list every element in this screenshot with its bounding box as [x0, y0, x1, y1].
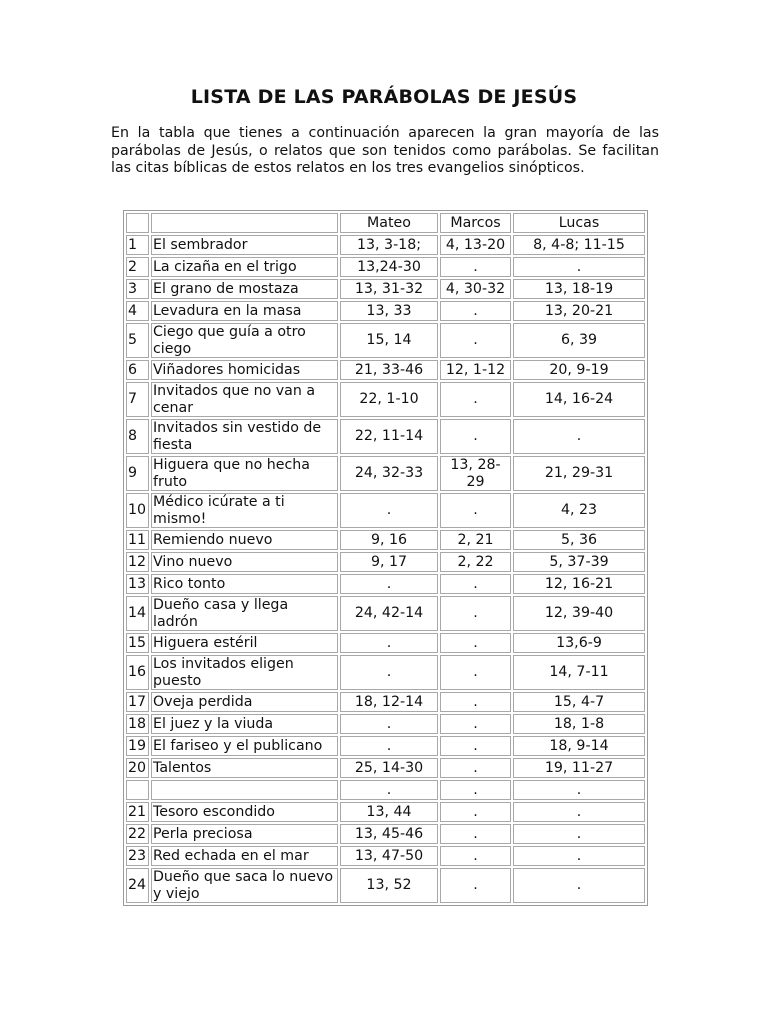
citation-lucas: 13, 18-19	[513, 279, 645, 299]
table-row	[126, 633, 645, 653]
table-row	[126, 714, 645, 734]
table-row	[126, 802, 645, 822]
row-number: 6	[126, 360, 149, 380]
parables-table	[123, 210, 648, 906]
row-number: 7	[126, 382, 149, 417]
citation-marcos: 12, 1-12	[440, 360, 511, 380]
row-number: 15	[126, 633, 149, 653]
citation-lucas: 5, 37-39	[513, 552, 645, 572]
citation-mateo: 13,24-30	[340, 257, 438, 277]
parable-name: Dueño casa y llega ladrón	[151, 596, 338, 631]
citation-lucas: 12, 39-40	[513, 596, 645, 631]
citation-marcos: .	[440, 780, 511, 800]
row-number: 16	[126, 655, 149, 690]
parable-name: Oveja perdida	[151, 692, 338, 712]
table-row	[126, 419, 645, 454]
intro-paragraph: En la tabla que tienes a continuación aparecen la gran mayoría de las parábolas de Jesús, o relatos que son tenidos como parábolas. Se facilitan las citas bíblicas de estos relatos en los tres evangelios sinópticos.	[111, 125, 659, 176]
citation-marcos: .	[440, 736, 511, 756]
citation-marcos: .	[440, 846, 511, 866]
table-row	[126, 360, 645, 380]
table-row	[126, 493, 645, 528]
row-number: 4	[126, 301, 149, 321]
header-parable	[151, 213, 338, 233]
row-number: 8	[126, 419, 149, 454]
table-row	[126, 552, 645, 572]
citation-lucas: 18, 1-8	[513, 714, 645, 734]
citation-mateo: 24, 32-33	[340, 456, 438, 491]
citation-lucas: .	[513, 802, 645, 822]
citation-marcos: .	[440, 802, 511, 822]
citation-lucas: 8, 4-8; 11-15	[513, 235, 645, 255]
parable-name: Remiendo nuevo	[151, 530, 338, 550]
citation-marcos: .	[440, 574, 511, 594]
parable-name: El fariseo y el publicano	[151, 736, 338, 756]
parable-name: Talentos	[151, 758, 338, 778]
table-row	[126, 257, 645, 277]
header-mateo: Mateo	[340, 213, 438, 233]
row-number: 21	[126, 802, 149, 822]
citation-mateo: 13, 52	[340, 868, 438, 903]
table-row	[126, 824, 645, 844]
row-number: 12	[126, 552, 149, 572]
parable-name	[151, 780, 338, 800]
citation-mateo: 21, 33-46	[340, 360, 438, 380]
parable-name: Perla preciosa	[151, 824, 338, 844]
citation-marcos: .	[440, 633, 511, 653]
parable-name: Tesoro escondido	[151, 802, 338, 822]
citation-marcos: 4, 30-32	[440, 279, 511, 299]
parable-name: Ciego que guía a otro ciego	[151, 323, 338, 358]
citation-mateo: 9, 16	[340, 530, 438, 550]
table-row	[126, 574, 645, 594]
row-number: 1	[126, 235, 149, 255]
citation-mateo: 13, 47-50	[340, 846, 438, 866]
citation-marcos: .	[440, 382, 511, 417]
citation-marcos: 4, 13-20	[440, 235, 511, 255]
citation-marcos: 2, 21	[440, 530, 511, 550]
citation-mateo: .	[340, 780, 438, 800]
citation-mateo: 15, 14	[340, 323, 438, 358]
citation-lucas: 6, 39	[513, 323, 645, 358]
row-number: 18	[126, 714, 149, 734]
parable-name: Invitados que no van a cenar	[151, 382, 338, 417]
row-number: 13	[126, 574, 149, 594]
table-row	[126, 692, 645, 712]
citation-marcos: .	[440, 596, 511, 631]
citation-lucas: .	[513, 257, 645, 277]
parable-name: La cizaña en el trigo	[151, 257, 338, 277]
table-row	[126, 736, 645, 756]
citation-mateo: 13, 3-18;	[340, 235, 438, 255]
row-number: 10	[126, 493, 149, 528]
citation-marcos: .	[440, 758, 511, 778]
citation-lucas: .	[513, 868, 645, 903]
table-row	[126, 596, 645, 631]
citation-lucas: 13,6-9	[513, 633, 645, 653]
citation-mateo: 13, 33	[340, 301, 438, 321]
parable-name: Higuera que no hecha fruto	[151, 456, 338, 491]
citation-lucas: 21, 29-31	[513, 456, 645, 491]
citation-lucas: .	[513, 846, 645, 866]
row-number: 14	[126, 596, 149, 631]
citation-lucas: 15, 4-7	[513, 692, 645, 712]
citation-marcos: .	[440, 301, 511, 321]
citation-lucas: 14, 16-24	[513, 382, 645, 417]
citation-lucas: 13, 20-21	[513, 301, 645, 321]
parable-name: Levadura en la masa	[151, 301, 338, 321]
citation-mateo: .	[340, 714, 438, 734]
citation-marcos: .	[440, 692, 511, 712]
citation-lucas: 4, 23	[513, 493, 645, 528]
row-number: 5	[126, 323, 149, 358]
citation-mateo: 18, 12-14	[340, 692, 438, 712]
table-row	[126, 868, 645, 903]
parable-name: El sembrador	[151, 235, 338, 255]
row-number: 9	[126, 456, 149, 491]
page-title: LISTA DE LAS PARÁBOLAS DE JESÚS	[190, 86, 578, 108]
row-number: 2	[126, 257, 149, 277]
citation-marcos: .	[440, 419, 511, 454]
citation-marcos: 13, 28-29	[440, 456, 511, 491]
citation-mateo: .	[340, 493, 438, 528]
citation-mateo: 13, 45-46	[340, 824, 438, 844]
citation-lucas: .	[513, 824, 645, 844]
header-lucas: Lucas	[513, 213, 645, 233]
citation-mateo: .	[340, 633, 438, 653]
table-header-row	[126, 213, 645, 233]
citation-marcos: 2, 22	[440, 552, 511, 572]
citation-mateo: 9, 17	[340, 552, 438, 572]
parable-name: Médico icúrate a ti mismo!	[151, 493, 338, 528]
citation-marcos: .	[440, 868, 511, 903]
parable-name: Rico tonto	[151, 574, 338, 594]
citation-lucas: 5, 36	[513, 530, 645, 550]
row-number	[126, 780, 149, 800]
citation-marcos: .	[440, 257, 511, 277]
parable-name: Vino nuevo	[151, 552, 338, 572]
parable-name: Los invitados eligen puesto	[151, 655, 338, 690]
citation-lucas: 18, 9-14	[513, 736, 645, 756]
table-row	[126, 655, 645, 690]
citation-mateo: .	[340, 574, 438, 594]
table-row	[126, 382, 645, 417]
parable-name: Red echada en el mar	[151, 846, 338, 866]
parable-name: El juez y la viuda	[151, 714, 338, 734]
citation-lucas: .	[513, 780, 645, 800]
table-row	[126, 323, 645, 358]
row-number: 3	[126, 279, 149, 299]
row-number: 17	[126, 692, 149, 712]
citation-lucas: 19, 11-27	[513, 758, 645, 778]
header-number	[126, 213, 149, 233]
row-number: 22	[126, 824, 149, 844]
citation-mateo: 25, 14-30	[340, 758, 438, 778]
parable-name: El grano de mostaza	[151, 279, 338, 299]
row-number: 24	[126, 868, 149, 903]
citation-marcos: .	[440, 824, 511, 844]
table-body	[126, 235, 645, 903]
citation-lucas: 20, 9-19	[513, 360, 645, 380]
row-number: 23	[126, 846, 149, 866]
row-number: 20	[126, 758, 149, 778]
citation-marcos: .	[440, 714, 511, 734]
row-number: 11	[126, 530, 149, 550]
table-row	[126, 758, 645, 778]
citation-mateo: 13, 44	[340, 802, 438, 822]
citation-lucas: .	[513, 419, 645, 454]
citation-mateo: 24, 42-14	[340, 596, 438, 631]
citation-marcos: .	[440, 493, 511, 528]
citation-marcos: .	[440, 655, 511, 690]
table-row	[126, 235, 645, 255]
citation-marcos: .	[440, 323, 511, 358]
citation-lucas: 12, 16-21	[513, 574, 645, 594]
citation-lucas: 14, 7-11	[513, 655, 645, 690]
table-row	[126, 301, 645, 321]
citation-mateo: .	[340, 736, 438, 756]
table-row	[126, 846, 645, 866]
citation-mateo: 13, 31-32	[340, 279, 438, 299]
citation-mateo: 22, 1-10	[340, 382, 438, 417]
row-number: 19	[126, 736, 149, 756]
table-row	[126, 456, 645, 491]
parable-name: Viñadores homicidas	[151, 360, 338, 380]
citation-mateo: 22, 11-14	[340, 419, 438, 454]
table-row	[126, 530, 645, 550]
table-row	[126, 279, 645, 299]
table-row	[126, 780, 645, 800]
parable-name: Higuera estéril	[151, 633, 338, 653]
parable-name: Dueño que saca lo nuevo y viejo	[151, 868, 338, 903]
header-marcos: Marcos	[440, 213, 511, 233]
citation-mateo: .	[340, 655, 438, 690]
parable-name: Invitados sin vestido de fiesta	[151, 419, 338, 454]
